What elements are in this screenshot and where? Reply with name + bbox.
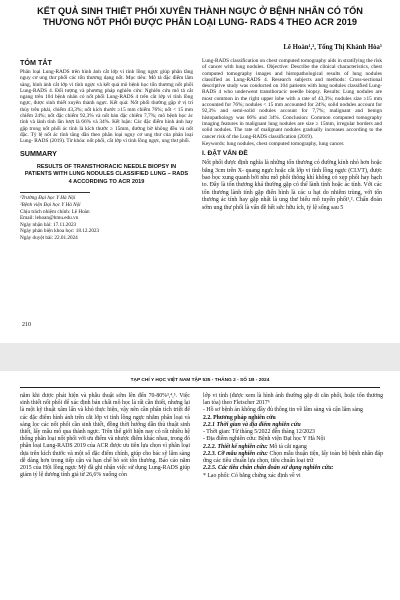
keywords: Keywords: lung nodules, chest computed tomography, lung cancer. (202, 140, 345, 147)
time-place-heading: 2.2.1 Thời gian và địa điểm nghiên cứu (203, 421, 301, 428)
date-accepted: Ngày duyệt bài: 22.01.2024 (20, 234, 78, 241)
tom-tat-text: Phân loại Lung-RADS trên hình ảnh cắt lớp vi tính lồng ngực giúp phân tầng nguy cơ ung thư phổi các tổn thương dạng nốt. Mục tiêu: Mô tả đặc điểm lâm sàng, hình ảnh cắt lớp vi tính ngực và kết quả mô bệnh học tổn thương nốt phổi Lung-RADS 4. Đối tượng và phương pháp nghiên cứu: Nghiên cứu mô tả cắt ngang trên 104 bệnh nhân có nốt phổi Lung-RADS 4 trên cắt lớp vi tính lồng ngực, được sinh thiết xuyên thành ngực. Kết quả: Nốt phổi thường gặp ở vị trí thùy trên phải, chiếm 43,3%; nốt kích thước ≥15 mm chiếm 76%; nốt < 15 mm chiếm 24%; nốt đặc chiếm 92,3% và nốt bán đặc chiếm 7,7%; mô bệnh học ác tính và lành tính lần lượt là 66% và 34%. Kết luận: Các đặc điểm hình ảnh hay gặp trong nốt phổi ác tính là kích thước ≥ 15mm, đường bờ không đều và nốt đặc. Tỷ lệ nốt ác tính tăng dần theo phân loại nguy cơ ung thư của phân loại Lung- RADS (2019). Từ khóa: nốt phổi, cắt lớp vi tính lồng ngực, ung thư phổi. (20, 69, 193, 145)
summary-heading: SUMMARY (20, 148, 57, 158)
design-label: 2.2.2. Thiết kế nghiên cứu: (203, 443, 268, 450)
section-heading-intro: I. ĐẶT VẤN ĐỀ (202, 150, 248, 158)
page-two (0, 371, 400, 600)
date-reviewed: Ngày phản biện khoa học: 18.12.2023 (20, 228, 100, 235)
date-received: Ngày nhận bài: 17.11.2023 (20, 221, 77, 228)
author-email: Email: lehoan@hmu.edu.vn (20, 215, 79, 222)
affiliation-1: ¹Trường Đại học Y Hà Nội (20, 195, 76, 202)
page-number: 210 (22, 322, 31, 328)
tom-tat-heading: TÓM TẮT (20, 58, 52, 67)
design-paragraph (203, 444, 383, 451)
intro-text: Nốt phổi được định nghĩa là những tổn thương có đường kính nhỏ hơn hoặc bằng 3cm trên X- quang ngực hoặc cắt lớp vi tính lồng ngực (CLVT), được bao bọc xung quanh bởi nhu mô phổi thông khí không có xẹp phổi hay hạch to. Đây là tổn thương khá thường gặp có thể lành tính hoặc ác tính. Với các tổn thương lành tính gặp điển hình là các u hạt do nhiễm trùng, với tổn thương ác tính hay gặp nhất là ung thư biểu mô tuyến phổi¹,². Chẩn đoán sớm ung thư phổi là vấn đề hết sức hữu ích, tỷ lệ sống sau 5 (202, 160, 382, 211)
sample-label: 2.2.3. Cỡ mẫu nghiên cứu: (203, 450, 268, 457)
summary-text: Lung-RADS classification on chest computed tomography aids in stratifying the risk of cancer with lung nodules. Objective: Describe the clinical characteristics, chest computed tomography images and histopathological results of lung nodules classified as Lung-RADS 4. Research subjects and methods: Cross-sectional descriptive study was conducted on 104 patients with lung nodules classified Lung-RADS 4 who underwent transthoracic needle biopsy. Results: Lung nodules are most common in the right upper lobe with a rate of 43,3%; nodules size ≥15 mm accounted for 76%; nodules < 15 mm accounted for 24%; solid nodules account for 92,3% and semi-solid nodules account for 7,7%; malignant and benign histopathology was 66% and 34%. Conclusion: Common computed tomography imaging features in malignant lung nodules are size ≥ 15mm, irregular borders and solid nodules. The rate of malignant nodules gradually increases according to the cancer risk of the Lung-RADS classification (2019). (202, 58, 382, 140)
right-column (202, 58, 382, 212)
authors: Lê Hoàn¹,², Tống Thị Khánh Hòa¹ (283, 44, 382, 51)
english-title: RESULTS OF TRANSTHORACIC NEEDLE BIOPSY IN PATIENTS WITH LUNG NODULES CLASSIFIED LUNG – RADS 4 ACCORDING TO ACR 2019 (24, 163, 189, 185)
left-column (20, 58, 193, 242)
header-rule (20, 387, 380, 388)
intro-continued-text: năm khi được phát hiện và phẫu thuật sớm lên đến 70-80%³,⁴,⁵. Việc sinh thiết nốt phổi để xác định bản chất mô học là rất cần thiết, nhưng lại là một kỹ thuật xâm lấn và khó thực hiện, vậy nên cần phân tích triệt để các đặc điểm hình ảnh trên cắt lớp vi tính lồng ngực nhằm phân loại và sàng lọc các nốt phổi cần sinh thiết, đồng thời hướng dẫn thủ thuật sinh thiết, lấy mẫu mô qua thành ngực. Trên thế giới hiện nay có rất nhiều hệ thống phân loại nốt phổi với ưu điểm và nhược điểm khác nhau, trong đó phân loại Lung-RADS 2019 của ACR được ưu tiên lựa chọn vì phân loại dựa trên kích thước và một số đặc điểm chính, giúp cho bác sỹ lâm sàng dễ dàng hơn trong tiếp cận và hạn chế bỏ sót tổn thương. Báo cáo năm 2015 của Hội lồng ngực Mỹ đã ghi nhận việc sử dụng Lung-RADS giúp giảm tỷ lệ dương tính giả từ 26,6% xuống còn (20, 393, 190, 479)
time-text: - Thời gian: Từ tháng 5/2022 đến tháng 12/2023 (203, 429, 315, 436)
design-text: Mô tả cắt ngang (267, 443, 307, 450)
page2-left-column (20, 393, 190, 479)
footnote-rule (20, 192, 90, 193)
exclusion-records-text: - Hồ sơ bệnh án không đầy đủ thông tin về lâm sàng và cận lâm sàng (203, 407, 363, 414)
affiliation-2: ²Bệnh viện Đại học Y Hà Nội (20, 201, 81, 208)
exclusion-criteria-text: lớp vi tính (được xem là hình ảnh thường gặp di căn phổi, hoặc tổn thương lan tỏa) theo Fleischer 2017⁶ (203, 393, 383, 407)
place-text: - Địa điểm nghiên cứu: Bệnh viện Đại học Y Hà Nội (203, 436, 326, 443)
article-title: KẾT QUẢ SINH THIẾT PHỔI XUYÊN THÀNH NGỰC Ở BỆNH NHÂN CÓ TỔN THƯƠNG NỐT PHỔI ĐƯỢC PHÂN LOẠI LUNG- RADS 4 THEO ACR 2019 (37, 6, 363, 27)
journal-header: TẠP CHÍ Y HỌC VIỆT NAM TẬP 535 - THÁNG 2 - SỐ 1B - 2024 (130, 378, 270, 383)
corresponding-author: Chịu trách nhiệm chính: Lê Hoàn (20, 208, 90, 215)
page-separator (0, 343, 400, 371)
methods-heading: 2.2. Phương pháp nghiên cứu (203, 414, 276, 421)
criteria-heading: 2.2.5. Các tiêu chẩn chẩn đoán sử dụng nghiên cứu: (203, 465, 334, 472)
criteria-text: * Lao phổi: Có bằng chứng xác định về vi (203, 472, 301, 479)
sample-paragraph (203, 451, 383, 465)
footnote (20, 192, 193, 241)
sample-text: Chọn mẫu thuận tiện, lấy toàn bộ bệnh nhân đáp ứng các tiêu chuẩn lựa chọn, tiêu chuẩn loại trừ (203, 450, 384, 465)
page2-right-column (203, 393, 383, 480)
